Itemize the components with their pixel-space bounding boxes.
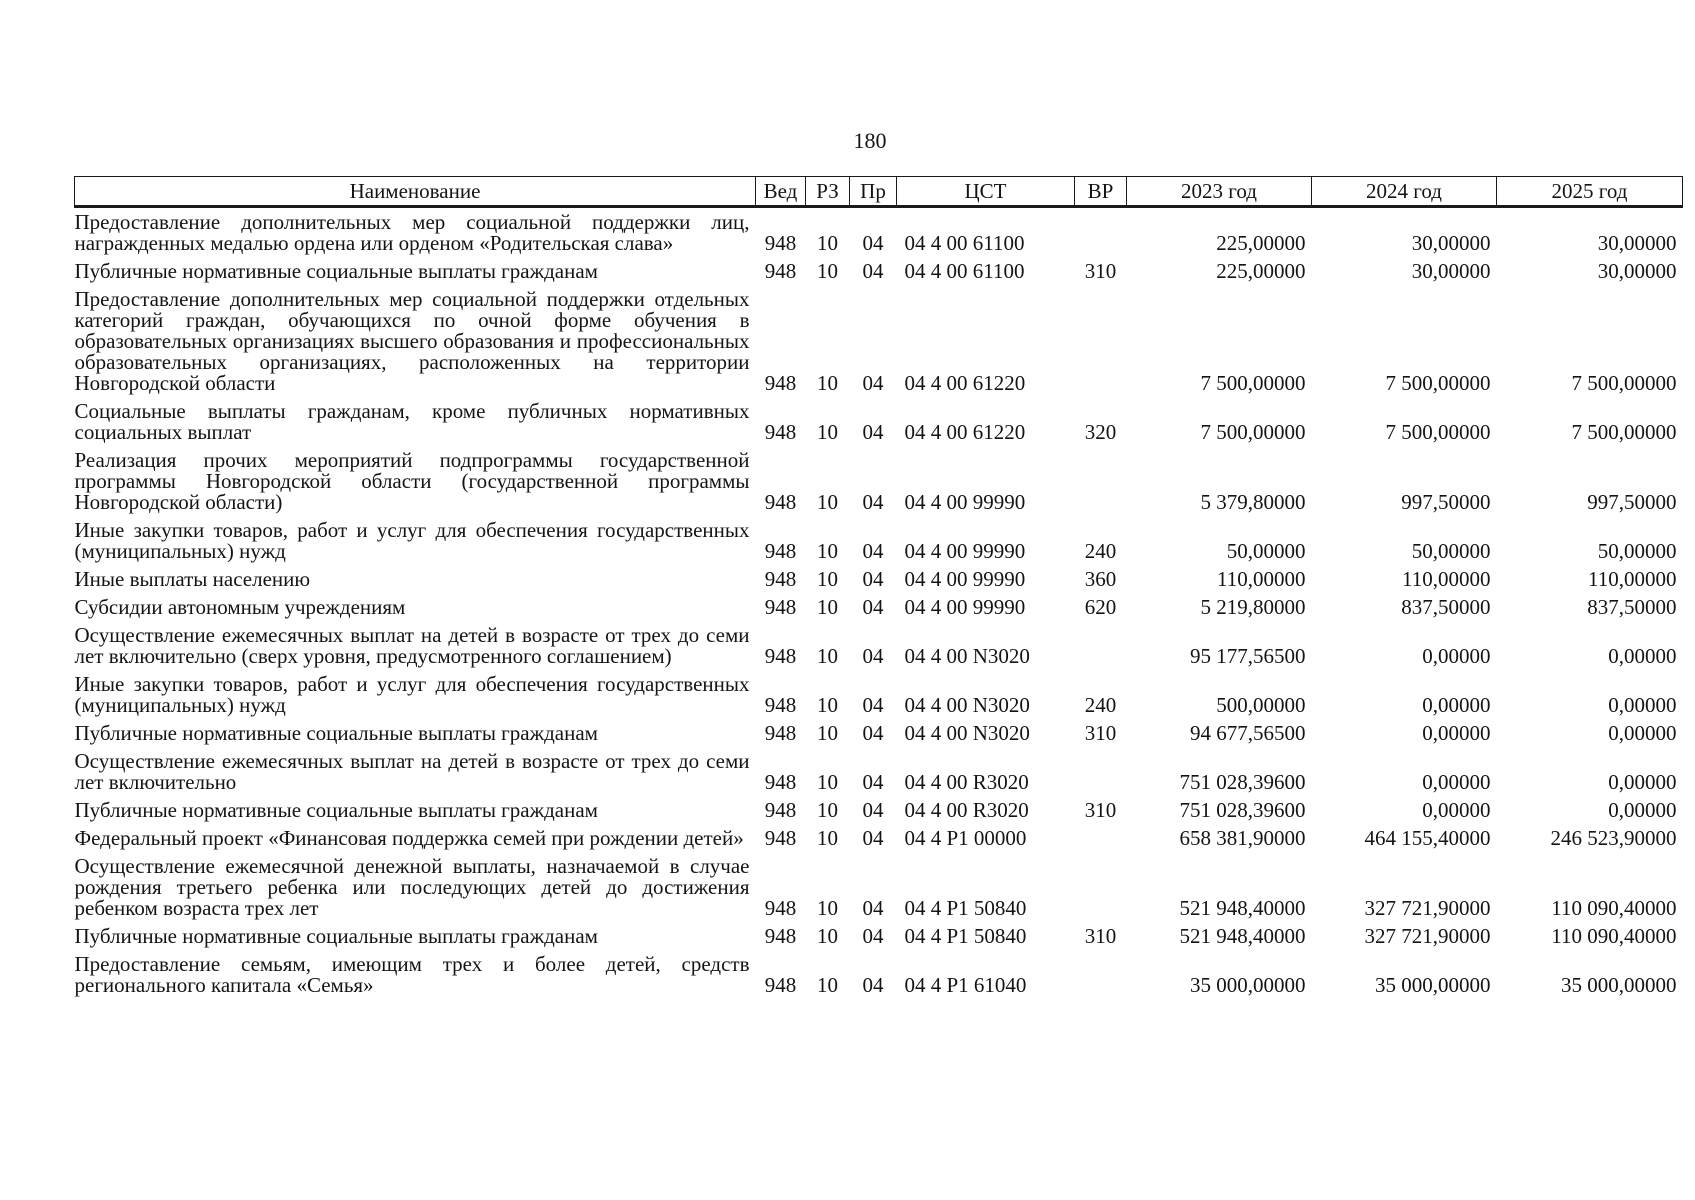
row-name: Иные выплаты населению bbox=[74, 567, 311, 591]
header-pr: Пр bbox=[850, 177, 897, 207]
row-cst: 04 4 P1 00000 bbox=[904, 826, 1027, 850]
row-rz: 10 bbox=[817, 567, 838, 591]
row-pr: 04 bbox=[862, 231, 884, 255]
row-rz: 10 bbox=[817, 490, 838, 514]
row-vr: 620 bbox=[1084, 595, 1117, 619]
row-2024-amount: 0,00000 bbox=[1422, 721, 1491, 745]
row-vr bbox=[1075, 954, 1127, 1003]
row-ved: 948 bbox=[764, 826, 797, 850]
row-vr bbox=[1075, 828, 1127, 856]
header-name: Наименование bbox=[75, 177, 756, 207]
row-2023-amount: 95 177,56500 bbox=[1190, 644, 1306, 668]
row-rz: 10 bbox=[817, 826, 838, 850]
row-cst: 04 4 P1 50840 bbox=[904, 896, 1027, 920]
row-2025-amount: 0,00000 bbox=[1608, 644, 1677, 668]
row-2025-amount: 246 523,90000 bbox=[1550, 826, 1677, 850]
row-pr: 04 bbox=[862, 924, 884, 948]
page-number: 180 bbox=[853, 128, 887, 153]
row-2025-amount: 50,00000 bbox=[1597, 539, 1677, 563]
row-ved: 948 bbox=[764, 420, 797, 444]
row-2024-amount: 30,00000 bbox=[1411, 231, 1491, 255]
header-ved: Вед bbox=[756, 177, 806, 207]
row-cst: 04 4 00 N3020 bbox=[904, 644, 1030, 668]
row-cst: 04 4 00 61220 bbox=[904, 420, 1026, 444]
row-rz: 10 bbox=[817, 973, 838, 997]
row-vr bbox=[1075, 856, 1127, 926]
row-ved: 948 bbox=[764, 371, 797, 395]
row-cst: 04 4 00 99990 bbox=[904, 595, 1026, 619]
row-cst: 04 4 00 R3020 bbox=[904, 798, 1029, 822]
row-2023-amount: 50,00000 bbox=[1226, 539, 1306, 563]
row-2025-amount: 7 500,00000 bbox=[1571, 420, 1677, 444]
header-2024: 2024 год bbox=[1312, 177, 1497, 207]
row-name: Публичные нормативные социальные выплаты гражданам bbox=[74, 721, 598, 745]
row-2025-amount: 0,00000 bbox=[1608, 693, 1677, 717]
row-vr bbox=[1075, 450, 1127, 520]
row-pr: 04 bbox=[862, 973, 884, 997]
table-row bbox=[75, 828, 1683, 856]
row-rz: 10 bbox=[817, 231, 838, 255]
row-2025-amount: 110 090,40000 bbox=[1551, 896, 1677, 920]
table-row bbox=[75, 450, 1683, 520]
row-2023-amount: 110,00000 bbox=[1217, 567, 1306, 591]
row-2024-amount: 110,00000 bbox=[1402, 567, 1491, 591]
row-name: Федеральный проект «Финансовая поддержка семей при рождении детей» bbox=[74, 826, 744, 850]
row-vr: 310 bbox=[1084, 721, 1117, 745]
row-pr: 04 bbox=[862, 371, 884, 395]
table-row bbox=[75, 926, 1683, 954]
row-name: Предоставление дополнительных мер социальной поддержки отдельных категорий граждан, обучающихся по очной форме обучения в образовательных организациях высшего образования и профессиональных образовательных организациях, расположенных на территории Новгородской области bbox=[74, 287, 750, 395]
row-cst: 04 4 00 99990 bbox=[904, 490, 1026, 514]
row-ved: 948 bbox=[764, 259, 797, 283]
row-2025-amount: 0,00000 bbox=[1608, 770, 1677, 794]
row-ved: 948 bbox=[764, 231, 797, 255]
row-2025-amount: 30,00000 bbox=[1597, 259, 1677, 283]
row-ved: 948 bbox=[764, 721, 797, 745]
row-2024-amount: 327 721,90000 bbox=[1364, 896, 1491, 920]
row-vr bbox=[1075, 625, 1127, 674]
row-cst: 04 4 00 99990 bbox=[904, 539, 1026, 563]
row-ved: 948 bbox=[764, 644, 797, 668]
row-cst: 04 4 P1 50840 bbox=[904, 924, 1027, 948]
row-rz: 10 bbox=[817, 644, 838, 668]
row-2023-amount: 7 500,00000 bbox=[1200, 371, 1306, 395]
header-2023: 2023 год bbox=[1127, 177, 1312, 207]
row-name: Осуществление ежемесячных выплат на детей в возрасте от трех до семи лет включительно bbox=[74, 749, 750, 794]
row-pr: 04 bbox=[862, 259, 884, 283]
row-name: Публичные нормативные социальные выплаты гражданам bbox=[74, 259, 598, 283]
row-2024-amount: 0,00000 bbox=[1422, 798, 1491, 822]
table-row bbox=[75, 569, 1683, 597]
row-2024-amount: 0,00000 bbox=[1422, 770, 1491, 794]
row-2023-amount: 500,00000 bbox=[1216, 693, 1306, 717]
row-2023-amount: 751 028,39600 bbox=[1179, 770, 1306, 794]
row-name: Реализация прочих мероприятий подпрограммы государственной программы Новгородской области (государственной программы Новгородской области) bbox=[74, 448, 750, 514]
row-vr: 240 bbox=[1084, 539, 1117, 563]
row-rz: 10 bbox=[817, 371, 838, 395]
table-row bbox=[75, 401, 1683, 450]
table-row bbox=[75, 723, 1683, 751]
row-2024-amount: 7 500,00000 bbox=[1385, 420, 1491, 444]
row-2025-amount: 837,50000 bbox=[1587, 595, 1677, 619]
row-2023-amount: 225,00000 bbox=[1216, 259, 1306, 283]
row-cst: 04 4 P1 61040 bbox=[904, 973, 1027, 997]
row-name: Иные закупки товаров, работ и услуг для обеспечения государственных (муниципальных) нужд bbox=[74, 672, 750, 717]
row-name: Предоставление семьям, имеющим трех и более детей, средств регионального капитала «Семья» bbox=[74, 952, 750, 997]
row-name: Осуществление ежемесячных выплат на детей в возрасте от трех до семи лет включительно (сверх уровня, предусмотренного соглашением) bbox=[74, 623, 750, 668]
row-vr: 320 bbox=[1084, 420, 1117, 444]
row-pr: 04 bbox=[862, 826, 884, 850]
row-name: Публичные нормативные социальные выплаты гражданам bbox=[74, 798, 598, 822]
row-pr: 04 bbox=[862, 420, 884, 444]
row-ved: 948 bbox=[764, 693, 797, 717]
row-vr: 310 bbox=[1084, 259, 1117, 283]
row-pr: 04 bbox=[862, 490, 884, 514]
row-pr: 04 bbox=[862, 539, 884, 563]
row-2025-amount: 0,00000 bbox=[1608, 798, 1677, 822]
header-2025: 2025 год bbox=[1497, 177, 1683, 207]
row-2023-amount: 7 500,00000 bbox=[1200, 420, 1306, 444]
table-row bbox=[75, 289, 1683, 401]
row-2025-amount: 110 090,40000 bbox=[1551, 924, 1677, 948]
row-2023-amount: 521 948,40000 bbox=[1179, 896, 1306, 920]
row-pr: 04 bbox=[862, 595, 884, 619]
row-rz: 10 bbox=[817, 259, 838, 283]
row-name: Публичные нормативные социальные выплаты гражданам bbox=[74, 924, 598, 948]
row-2023-amount: 521 948,40000 bbox=[1179, 924, 1306, 948]
row-ved: 948 bbox=[764, 924, 797, 948]
row-ved: 948 bbox=[764, 539, 797, 563]
table-row bbox=[75, 954, 1683, 1003]
table-row bbox=[75, 800, 1683, 828]
row-2024-amount: 464 155,40000 bbox=[1364, 826, 1491, 850]
table-row bbox=[75, 751, 1683, 800]
budget-table bbox=[74, 176, 1683, 1003]
row-pr: 04 bbox=[862, 644, 884, 668]
row-vr: 360 bbox=[1084, 567, 1117, 591]
row-2023-amount: 225,00000 bbox=[1216, 231, 1306, 255]
row-pr: 04 bbox=[862, 798, 884, 822]
row-rz: 10 bbox=[817, 770, 838, 794]
row-2025-amount: 7 500,00000 bbox=[1571, 371, 1677, 395]
row-name: Субсидии автономным учреждениям bbox=[74, 595, 406, 619]
row-vr bbox=[1075, 289, 1127, 401]
row-name: Социальные выплаты гражданам, кроме публичных нормативных социальных выплат bbox=[74, 399, 750, 444]
row-2024-amount: 50,00000 bbox=[1411, 539, 1491, 563]
table-header bbox=[75, 177, 1683, 207]
table-row bbox=[75, 625, 1683, 674]
row-2024-amount: 837,50000 bbox=[1401, 595, 1491, 619]
row-rz: 10 bbox=[817, 693, 838, 717]
row-cst: 04 4 00 N3020 bbox=[904, 721, 1030, 745]
row-pr: 04 bbox=[862, 567, 884, 591]
row-2025-amount: 0,00000 bbox=[1608, 721, 1677, 745]
row-2024-amount: 997,50000 bbox=[1401, 490, 1491, 514]
table-row bbox=[75, 674, 1683, 723]
row-pr: 04 bbox=[862, 896, 884, 920]
row-2024-amount: 35 000,00000 bbox=[1375, 973, 1491, 997]
row-rz: 10 bbox=[817, 595, 838, 619]
row-2023-amount: 5 379,80000 bbox=[1200, 490, 1306, 514]
table-row bbox=[75, 856, 1683, 926]
row-cst: 04 4 00 R3020 bbox=[904, 770, 1029, 794]
row-2024-amount: 0,00000 bbox=[1422, 693, 1491, 717]
table-body bbox=[75, 207, 1683, 1004]
row-2023-amount: 94 677,56500 bbox=[1190, 721, 1306, 745]
table-row bbox=[75, 207, 1683, 262]
row-2025-amount: 997,50000 bbox=[1587, 490, 1677, 514]
row-ved: 948 bbox=[764, 770, 797, 794]
row-vr bbox=[1075, 751, 1127, 800]
row-cst: 04 4 00 99990 bbox=[904, 567, 1026, 591]
row-2024-amount: 327 721,90000 bbox=[1364, 924, 1491, 948]
row-2025-amount: 110,00000 bbox=[1588, 567, 1677, 591]
row-ved: 948 bbox=[764, 973, 797, 997]
row-pr: 04 bbox=[862, 693, 884, 717]
row-vr: 310 bbox=[1084, 798, 1117, 822]
row-pr: 04 bbox=[862, 770, 884, 794]
row-2024-amount: 7 500,00000 bbox=[1385, 371, 1491, 395]
row-ved: 948 bbox=[764, 896, 797, 920]
row-rz: 10 bbox=[817, 721, 838, 745]
row-rz: 10 bbox=[817, 420, 838, 444]
row-2023-amount: 658 381,90000 bbox=[1179, 826, 1306, 850]
row-pr: 04 bbox=[862, 721, 884, 745]
row-rz: 10 bbox=[817, 896, 838, 920]
row-vr: 240 bbox=[1084, 693, 1117, 717]
row-rz: 10 bbox=[817, 539, 838, 563]
row-cst: 04 4 00 61100 bbox=[904, 259, 1025, 283]
header-rz: РЗ bbox=[806, 177, 850, 207]
row-rz: 10 bbox=[817, 798, 838, 822]
row-ved: 948 bbox=[764, 490, 797, 514]
row-cst: 04 4 00 61100 bbox=[904, 231, 1025, 255]
row-2023-amount: 751 028,39600 bbox=[1179, 798, 1306, 822]
row-2024-amount: 0,00000 bbox=[1422, 644, 1491, 668]
header-cst: ЦСТ bbox=[897, 177, 1075, 207]
row-name: Иные закупки товаров, работ и услуг для обеспечения государственных (муниципальных) нужд bbox=[74, 518, 750, 563]
row-2024-amount: 30,00000 bbox=[1411, 259, 1491, 283]
row-2025-amount: 35 000,00000 bbox=[1561, 973, 1677, 997]
row-ved: 948 bbox=[764, 567, 797, 591]
row-name: Осуществление ежемесячной денежной выплаты, назначаемой в случае рождения третьего ребенка или последующих детей до достижения ребенком возраста трех лет bbox=[74, 854, 750, 920]
row-2025-amount: 30,00000 bbox=[1597, 231, 1677, 255]
row-name: Предоставление дополнительных мер социальной поддержки лиц, награжденных медалью ордена или орденом «Родительская слава» bbox=[74, 210, 750, 255]
table-row bbox=[75, 597, 1683, 625]
row-ved: 948 bbox=[764, 798, 797, 822]
row-cst: 04 4 00 61220 bbox=[904, 371, 1026, 395]
header-vr: ВР bbox=[1075, 177, 1127, 207]
table-row bbox=[75, 520, 1683, 569]
row-2023-amount: 5 219,80000 bbox=[1200, 595, 1306, 619]
row-ved: 948 bbox=[764, 595, 797, 619]
table-row bbox=[75, 261, 1683, 289]
row-rz: 10 bbox=[817, 924, 838, 948]
row-cst: 04 4 00 N3020 bbox=[904, 693, 1030, 717]
row-2023-amount: 35 000,00000 bbox=[1190, 973, 1306, 997]
row-vr: 310 bbox=[1084, 924, 1117, 948]
row-vr bbox=[1075, 207, 1127, 262]
